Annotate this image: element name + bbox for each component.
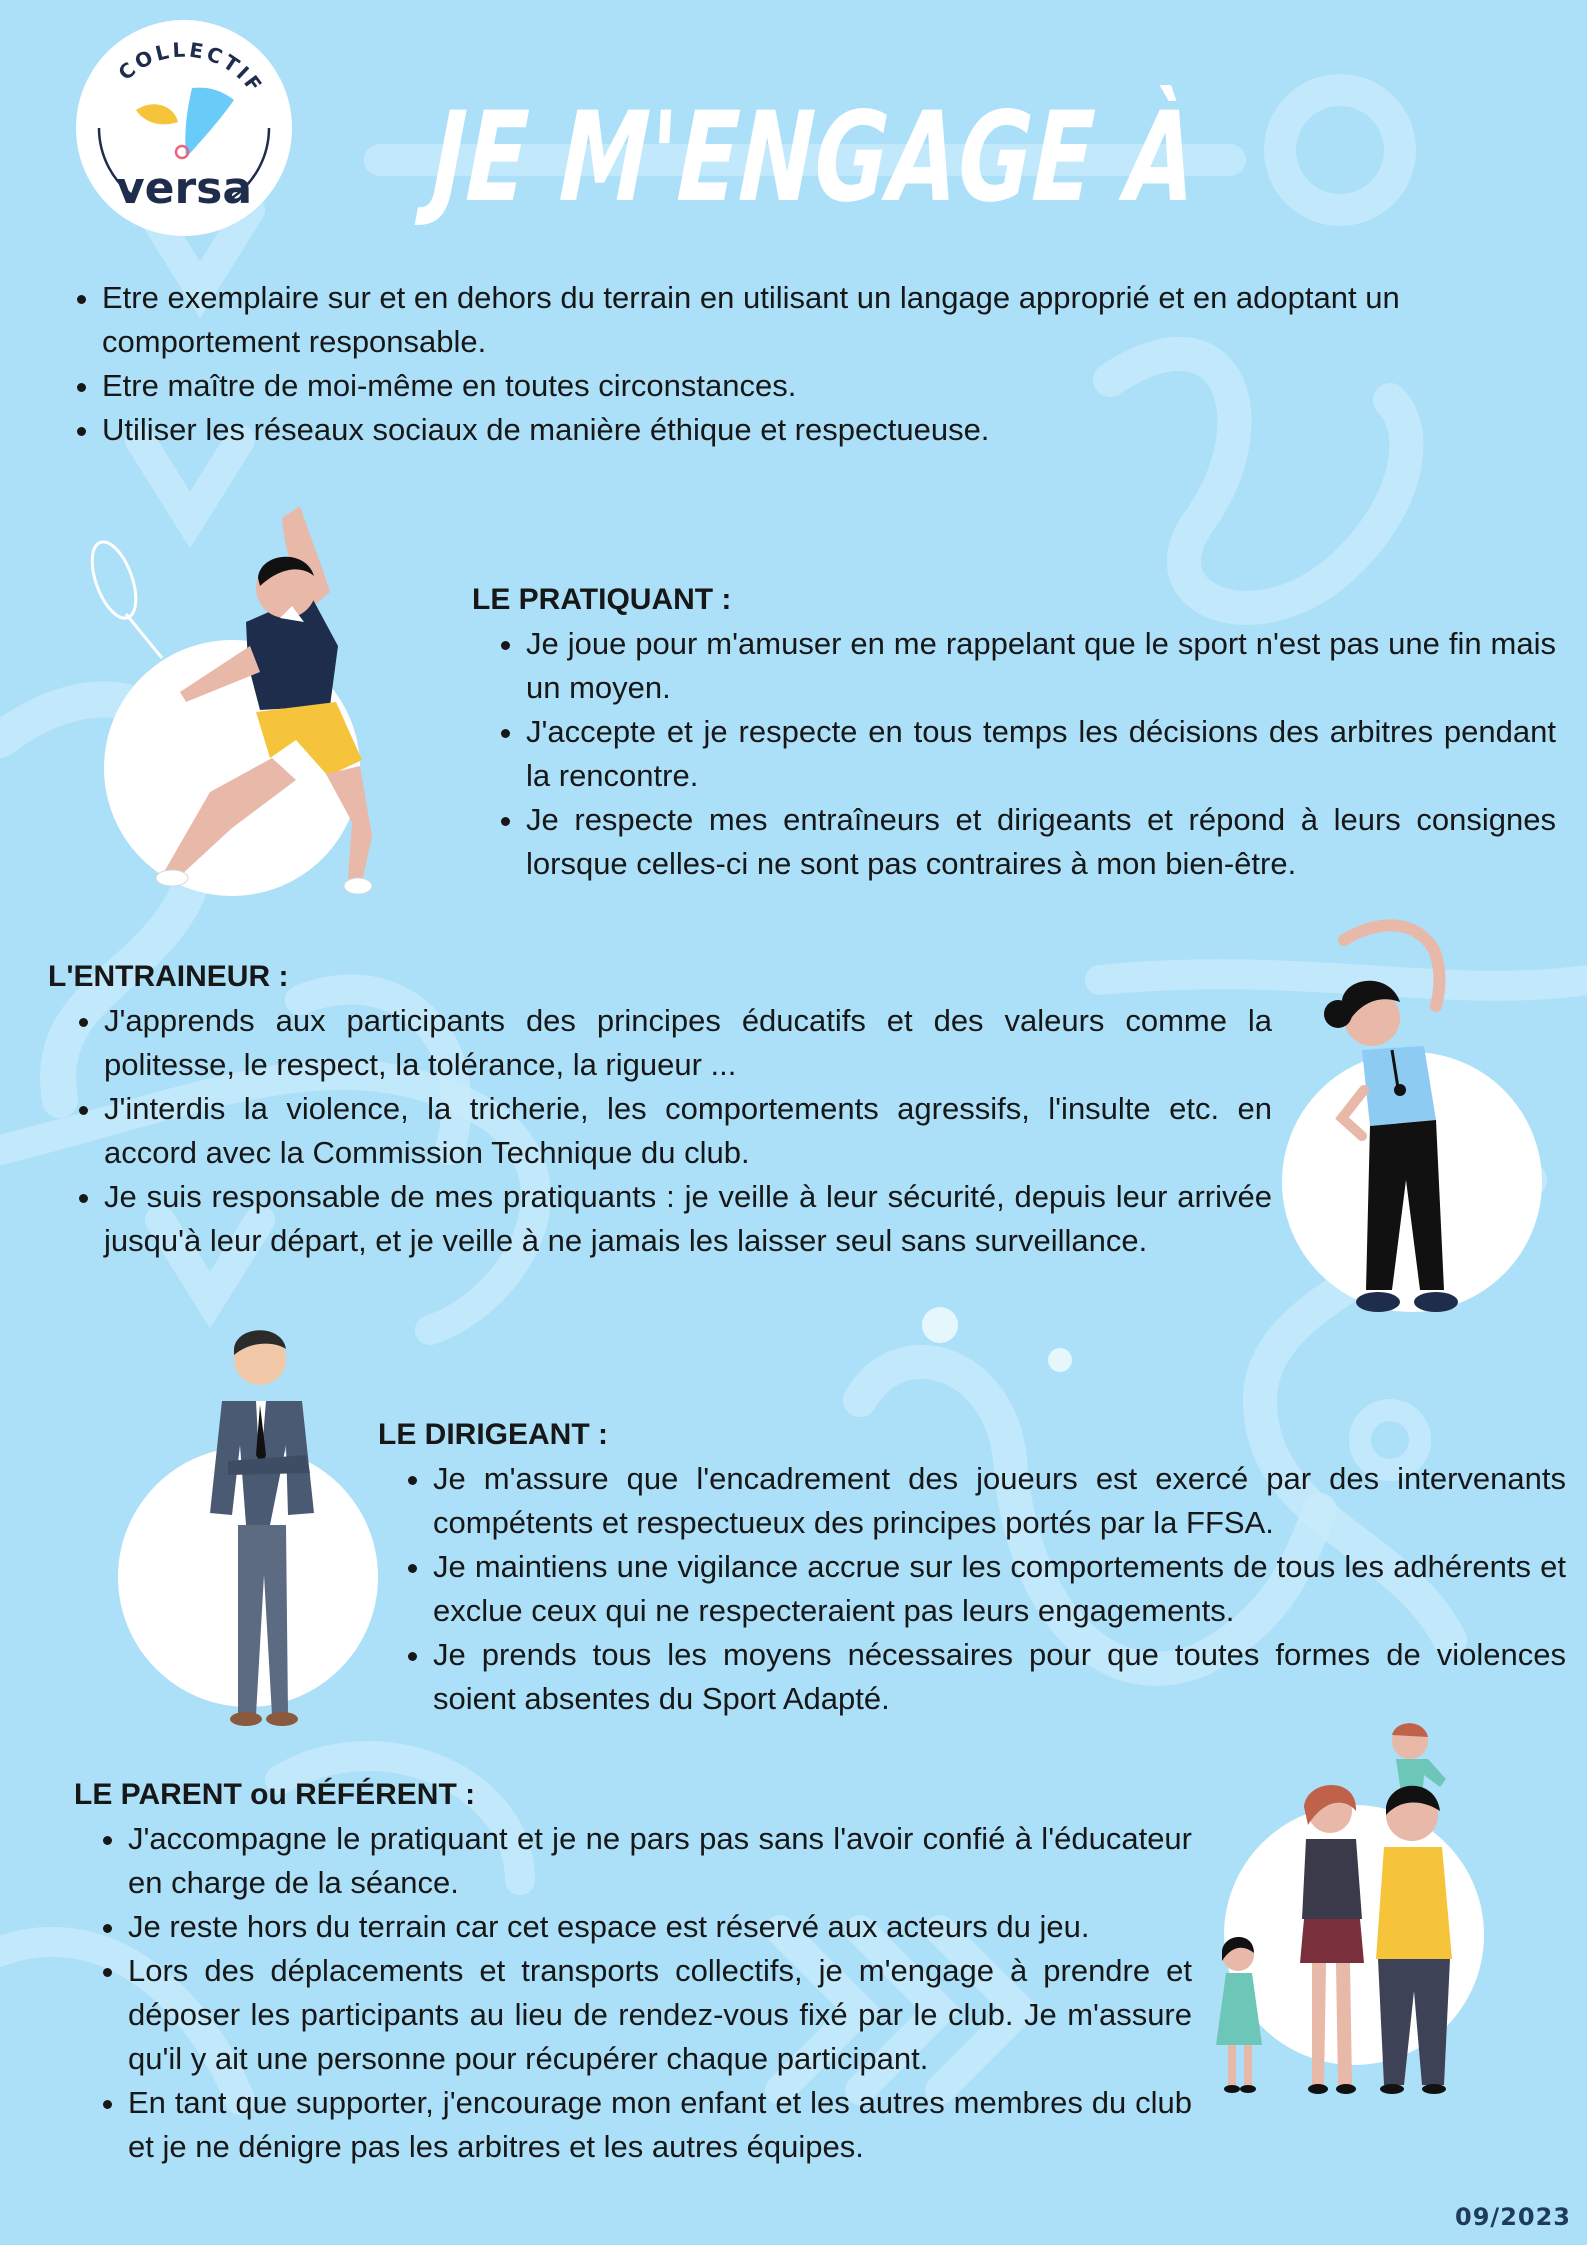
entraineur-heading: L'ENTRAINEUR : xyxy=(48,960,289,993)
list-item: • J'apprends aux participants des principes éducatifs et des valeurs comme la politesse, le respect, la tolérance, la rigueur ... xyxy=(104,999,1272,1087)
list-item: • Je maintiens une vigilance accrue sur les comportements de tous les adhérents et exclue ceux qui ne respecteraient pas leurs engagements. xyxy=(433,1545,1566,1633)
parent-list xyxy=(100,1817,1192,2169)
coach-illustration xyxy=(1266,910,1546,1340)
general-commitments-list xyxy=(74,276,1568,452)
logo-wordmark: versa xyxy=(115,163,253,214)
list-item: • J'accepte et je respecte en tous temps les décisions des arbitres pendant la rencontre. xyxy=(526,710,1556,798)
list-item: • Etre exemplaire sur et en dehors du terrain en utilisant un langage approprié et en adoptant un comportement responsable. xyxy=(102,276,1568,364)
dirigeant-heading: LE DIRIGEANT : xyxy=(378,1418,608,1451)
list-item: • Je suis responsable de mes pratiquants : je veille à leur sécurité, depuis leur arrivée jusqu'à leur départ, et je veille à ne jamais les laisser seul sans surveillance. xyxy=(104,1175,1272,1263)
logo-top-text: COLLECTIF xyxy=(113,37,269,99)
manager-illustration xyxy=(110,1305,390,1735)
list-item: • Lors des déplacements et transports collectifs, je m'engage à prendre et déposer les participants au lieu de rendez-vous fixé par le club. Je m'assure qu'il y ait une personne pour récupérer chaque participant. xyxy=(128,1949,1192,2081)
page-title: JE M'ENGAGE À xyxy=(429,86,1200,230)
list-item: • Je m'assure que l'encadrement des joueurs est exercé par des intervenants compétents et respectueux des principes portés par la FFSA. xyxy=(433,1457,1566,1545)
list-item: • Je prends tous les moyens nécessaires pour que toutes formes de violences soient absentes du Sport Adapté. xyxy=(433,1633,1566,1721)
list-item: • Etre maître de moi-même en toutes circonstances. xyxy=(102,364,1568,408)
parent-heading: LE PARENT ou RÉFÉRENT : xyxy=(74,1778,476,1811)
document-date: 09/2023 xyxy=(1455,2203,1571,2231)
list-item: • J'interdis la violence, la tricherie, les comportements agressifs, l'insulte etc. en accord avec la Commission Technique du club. xyxy=(104,1087,1272,1175)
list-item: • Je respecte mes entraîneurs et dirigeants et répond à leurs consignes lorsque celles-ci ne sont pas contraires à mon bien-être. xyxy=(526,798,1556,886)
collectif-versa-logo xyxy=(74,18,294,238)
list-item: • En tant que supporter, j'encourage mon enfant et les autres membres du club et je ne dénigre pas les arbitres et les autres équipes. xyxy=(128,2081,1192,2169)
pratiquant-heading: LE PRATIQUANT : xyxy=(472,583,732,616)
dirigeant-list xyxy=(405,1457,1566,1721)
badminton-player-illustration xyxy=(60,496,440,916)
list-item: • Je reste hors du terrain car cet espace est réservé aux acteurs du jeu. xyxy=(128,1905,1192,1949)
pratiquant-list xyxy=(498,622,1556,886)
entraineur-list xyxy=(76,999,1272,1263)
list-item: • Utiliser les réseaux sociaux de manière éthique et respectueuse. xyxy=(102,408,1568,452)
list-item: • Je joue pour m'amuser en me rappelant que le sport n'est pas une fin mais un moyen. xyxy=(526,622,1556,710)
list-item: • J'accompagne le pratiquant et je ne pars pas sans l'avoir confié à l'éducateur en charge de la séance. xyxy=(128,1817,1192,1905)
family-illustration xyxy=(1196,1715,1496,2115)
